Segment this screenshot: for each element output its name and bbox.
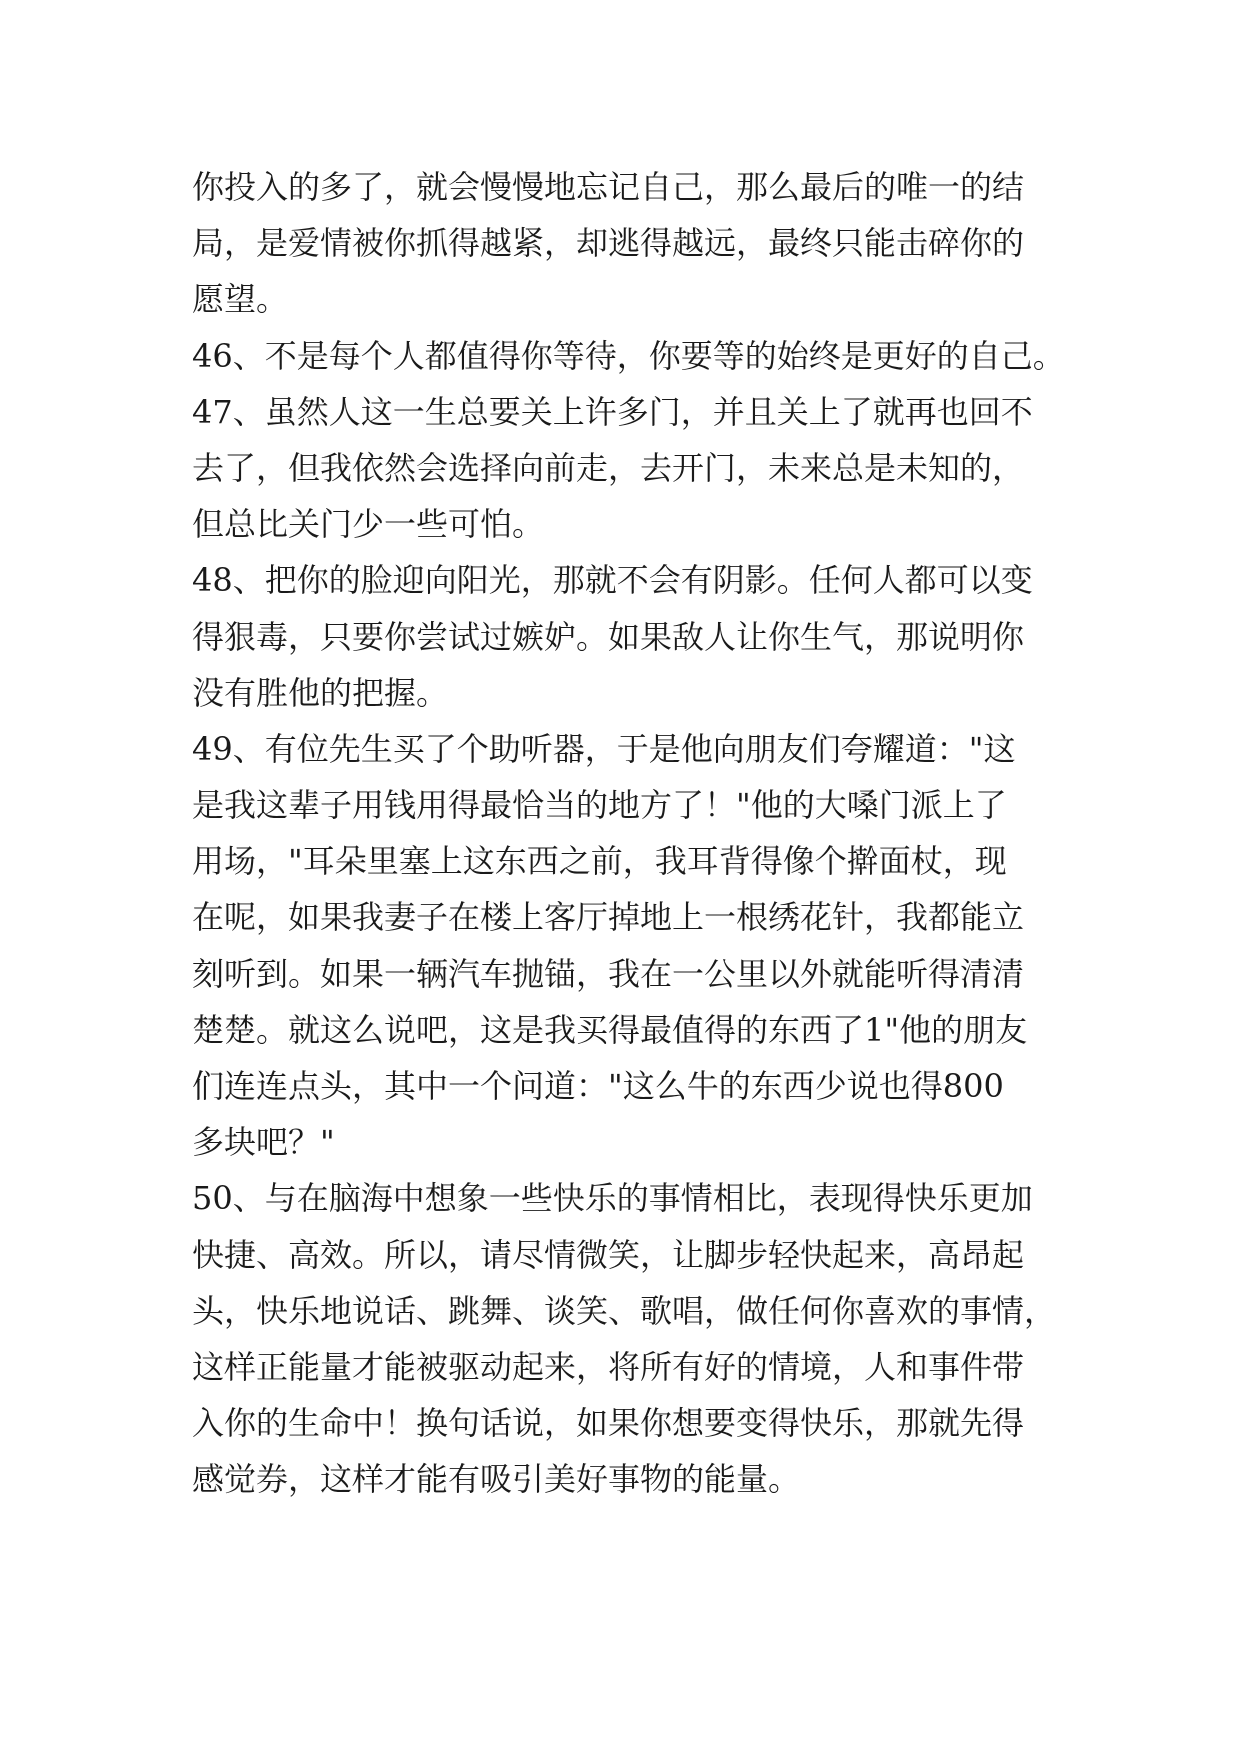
text-line: 48、把你的脸迎向阳光，那就不会有阴影。任何人都可以变: [192, 561, 1033, 600]
text-line: 愿望。: [192, 280, 289, 319]
text-line: 在呢，如果我妻子在楼上客厅掉地上一根绣花针，我都能立: [192, 898, 1025, 937]
text-line: 你投入的多了，就会慢慢地忘记自己，那么最后的唯一的结: [192, 168, 1025, 206]
text-line: 没有胜他的把握。: [192, 673, 449, 712]
text-line: 们连连点头，其中一个问道："这么牛的东西少说也得800: [192, 1067, 1004, 1105]
text-line: 49、有位先生买了个助听器，于是他向朋友们夸耀道："这: [192, 729, 1016, 768]
body-text: [192, 159, 1072, 1508]
text-line: 入你的生命中！换句话说，如果你想要变得快乐，那就先得: [192, 1404, 1025, 1443]
text-line: 是我这辈子用钱用得最恰当的地方了！"他的大嗓门派上了: [192, 786, 1007, 825]
text-line: 得狠毒，只要你尝试过嫉妒。如果敌人让你生气，那说明你: [192, 617, 1025, 656]
text-line: 去了，但我依然会选择向前走，去开门，未来总是未知的，: [192, 448, 1025, 487]
text-line: 楚楚。就这么说吧，这是我买得最值得的东西了1"他的朋友: [192, 1010, 1028, 1049]
text-line: 头，快乐地说话、跳舞、谈笑、歌唱，做任何你喜欢的事情，: [192, 1291, 1057, 1330]
text-line: 刻听到。如果一辆汽车抛锚，我在一公里以外就能听得清清: [192, 954, 1025, 993]
text-line: 多块吧？": [192, 1123, 335, 1162]
text-line: 47、虽然人这一生总要关上许多门，并且关上了就再也回不: [192, 392, 1033, 431]
text-line: 这样正能量才能被驱动起来，将所有好的情境，人和事件带: [192, 1347, 1025, 1386]
text-line: 50、与在脑海中想象一些快乐的事情相比，表现得快乐更加: [192, 1179, 1033, 1218]
text-line: 快捷、高效。所以，请尽情微笑，让脚步轻快起来，高昂起: [192, 1235, 1025, 1274]
text-line: 局，是爱情被你抓得越紧，却逃得越远，最终只能击碎你的: [192, 224, 1025, 263]
text-line: 但总比关门少一些可怕。: [192, 505, 545, 544]
text-line: 46、不是每个人都值得你等待，你要等的始终是更好的自己。: [192, 336, 1065, 375]
text-line: 感觉券，这样才能有吸引美好事物的能量。: [192, 1460, 801, 1499]
text-line: 用场，"耳朵里塞上这东西之前，我耳背得像个擀面杖，现: [192, 842, 1007, 881]
